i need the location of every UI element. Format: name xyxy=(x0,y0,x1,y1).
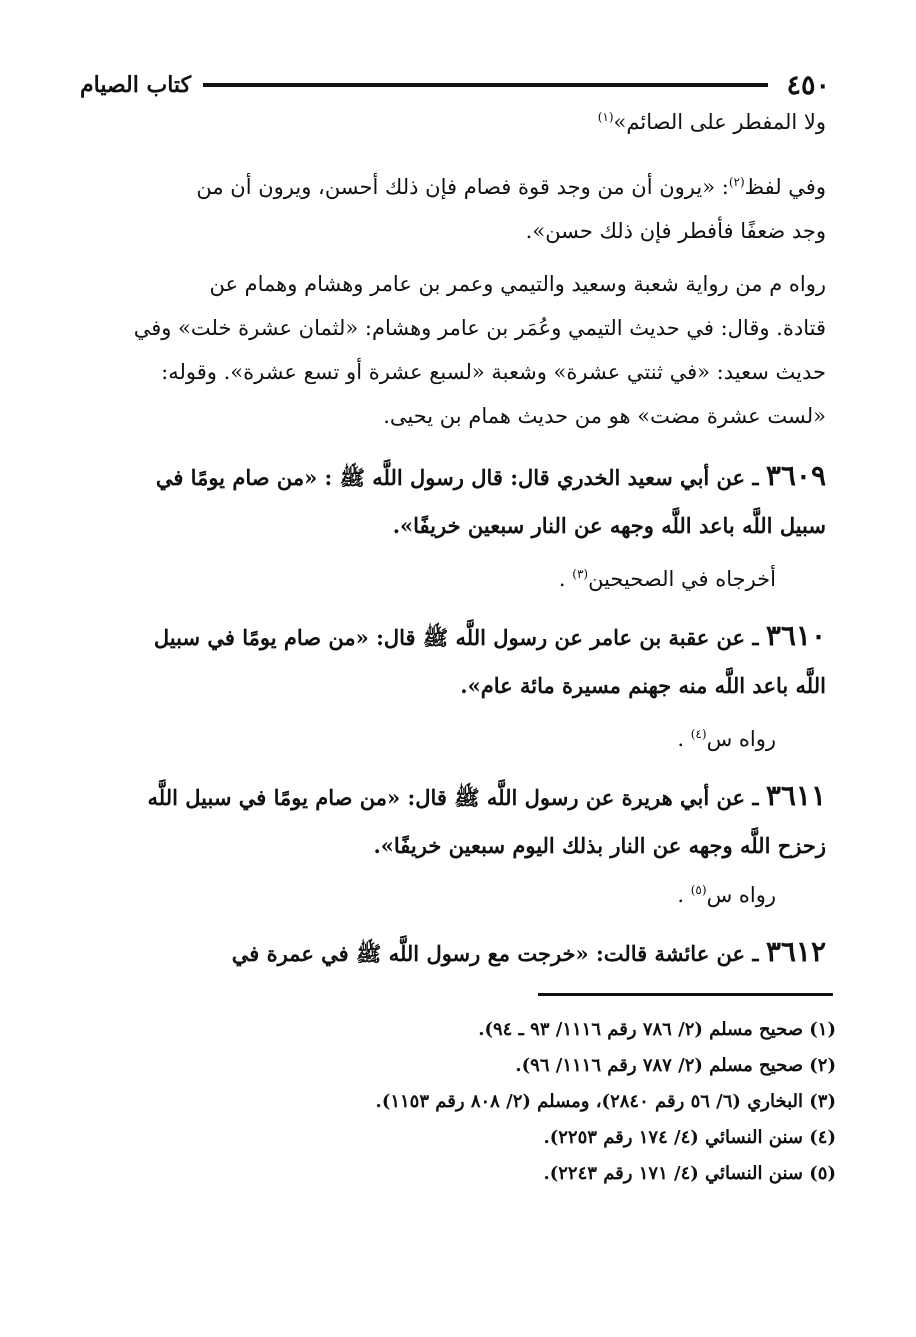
hadith-3609-source: أخرجاه في الصحيحين$^{(٣)}$ . xyxy=(558,567,776,591)
text-segment: «لست عشرة مضت» هو من حديث همام بن يحيى. xyxy=(383,404,826,428)
hadith-3610 xyxy=(84,612,826,710)
footnote-ref: (٤) xyxy=(690,727,707,741)
text-segment: وجد ضعفًا فأفطر فإن ذلك حسن». xyxy=(525,219,826,243)
footnote-3: (٣) البخاري (٦/ ٥٦ رقم ٢٨٤٠)، ومسلم (٢/ ٨٠٨ رقم ١١٥٣). xyxy=(375,1091,836,1112)
text-segment: ولا المفطر على الصائم» xyxy=(613,110,826,134)
text-segment: ـ عن أبي هريرة عن رسول اللَّه ﷺ قال: «من صام يومًا في سبيل اللَّه xyxy=(147,785,766,810)
text-segment: : «يرون أن من وجد قوة فصام فإن ذلك أحسن، ويرون أن من xyxy=(196,175,729,199)
footnote-separator xyxy=(538,993,833,996)
page-number: ٤٥٠ xyxy=(786,69,830,101)
text-segment: قتادة. وقال: في حديث التيمي وعُمَر بن عامر وهشام: «لثمان عشرة خلت» وفي xyxy=(133,316,826,340)
text-segment: رواه س xyxy=(706,727,776,751)
hadith-number: ٣٦١٢ xyxy=(765,935,826,968)
hadith-3609 xyxy=(84,452,826,550)
footnote-ref: (١) xyxy=(597,110,614,124)
footnote-2: (٢) صحيح مسلم (٢/ ٧٨٧ رقم ١١١٦/ ٩٦). xyxy=(515,1055,836,1076)
paragraph-narration xyxy=(84,262,826,438)
page-header xyxy=(80,62,830,108)
header-rule xyxy=(203,83,768,87)
text-segment: ـ عن عائشة قالت: «خرجت مع رسول اللَّه ﷺ في عمرة في xyxy=(231,941,766,966)
text-segment: سبيل اللَّه باعد اللَّه وجهه عن النار سبعين خريفًا». xyxy=(392,513,826,538)
text-line-1 xyxy=(84,110,826,134)
hadith-3611 xyxy=(84,772,826,870)
hadith-3611-source: رواه س$^{(٥)}$ . xyxy=(677,883,776,907)
text-segment: رواه س xyxy=(706,883,776,907)
footnotes xyxy=(200,1012,836,1192)
text-segment: ـ عن عقبة بن عامر عن رسول اللَّه ﷺ قال: «من صام يومًا في سبيل xyxy=(153,625,766,650)
hadith-3610-source: رواه س$^{(٤)}$ . xyxy=(677,727,776,751)
footnote-ref: (٢) xyxy=(728,175,745,189)
paragraph-alternate-wording xyxy=(84,160,826,253)
text-segment: أخرجاه في الصحيحين xyxy=(588,567,776,591)
book-title: كتاب الصيام xyxy=(80,72,192,98)
hadith-number: ٣٦١١ xyxy=(765,779,826,812)
hadith-number: ٣٦١٠ xyxy=(765,619,826,652)
hadith-3612 xyxy=(84,928,826,978)
footnote-4: (٤) سنن النسائي (٤/ ١٧٤ رقم ٢٢٥٣). xyxy=(543,1127,836,1148)
text-segment: رواه م من رواية شعبة وسعيد والتيمي وعمر بن عامر وهشام وهمام عن xyxy=(209,272,826,296)
footnote-5: (٥) سنن النسائي (٤/ ١٧١ رقم ٢٢٤٣). xyxy=(543,1163,836,1184)
footnote-ref: (٣) xyxy=(572,567,589,581)
text-segment: زحزح اللَّه وجهه عن النار بذلك اليوم سبعين خريفًا». xyxy=(373,833,826,858)
text-segment: وفي لفظ xyxy=(744,175,826,199)
footnote-ref: (٥) xyxy=(690,883,707,897)
text-segment: ـ عن أبي سعيد الخدري قال: قال رسول اللَّه ﷺ : «من صام يومًا في xyxy=(155,465,766,490)
text-segment: حديث سعيد: «في ثنتي عشرة» وشعبة «لسبع عشرة أو تسع عشرة». وقوله: xyxy=(161,360,826,384)
hadith-number: ٣٦٠٩ xyxy=(765,459,826,492)
footnote-1: (١) صحيح مسلم (٢/ ٧٨٦ رقم ١١١٦/ ٩٣ ـ ٩٤). xyxy=(478,1019,836,1040)
text-segment: اللَّه باعد اللَّه منه جهنم مسيرة مائة عام». xyxy=(460,673,826,698)
